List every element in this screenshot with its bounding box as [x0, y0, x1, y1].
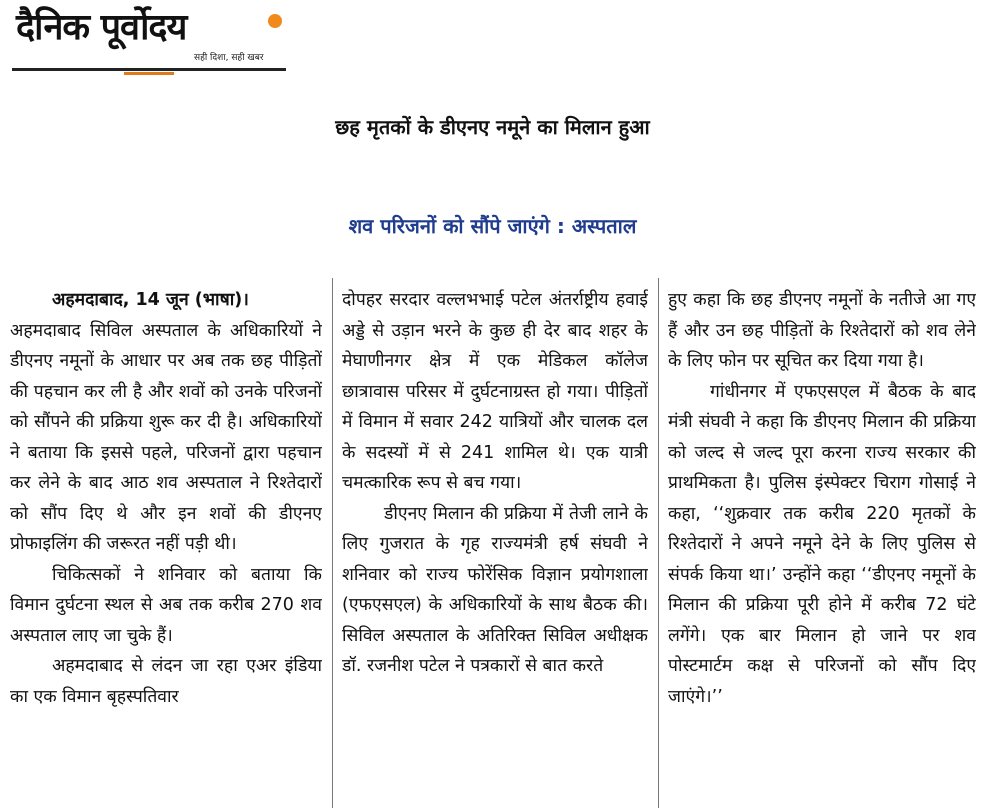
newspaper-logo: दैनिक पूर्वोदय — [16, 7, 187, 48]
article-paragraph: दोपहर सरदार वल्लभभाई पटेल अंतर्राष्ट्रीय हवाई अड्डे से उड़ान भरने के कुछ ही देर बाद शहर के मेघाणीनगर क्षेत्र में एक मेडिकल कॉलेज छात्रावास परिसर में दुर्घटनाग्रस्त हो गया। पीड़ितों में विमान में सवार 242 यात्रियों और चालक दल के सदस्यों में से 241 शामिल थे। एक यात्री चमत्कारिक रूप से बच गया। — [342, 290, 648, 493]
article-column-1 — [10, 285, 322, 811]
column-divider — [332, 278, 333, 808]
headline-main: छह मृतकों के डीएनए नमूने का मिलान हुआ — [335, 115, 650, 139]
masthead-accent-bar — [124, 72, 174, 75]
article-paragraph: अहमदाबाद सिविल अस्पताल के अधिकारियों ने डीएनए नमूनों के आधार पर अब तक छह पीड़ितों की पहचान कर ली है और शवों को उनके परिजनों को सौंपने की प्रक्रिया शुरू कर दी है। अधिकारियों ने बताया कि इससे पहले, परिजनों द्वारा पहचान कर लेने के बाद आठ शव अस्पताल ने रिश्तेदारों को सौंप दिए थे और इन शवों की डीएनए प्रोफाइलिंग की जरूरत नहीं पड़ी थी। — [10, 320, 322, 554]
article-paragraph: गांधीनगर में एफएसएल में बैठक के बाद मंत्री संघवी ने कहा कि डीएनए मिलान की प्रक्रिया को जल्द से जल्द पूरा करना राज्य सरकार की प्राथमिकता है। पुलिस इंस्पेक्टर चिराग गोसाई ने कहा, ‘‘शुक्रवार तक करीब 220 मृतकों के रिश्तेदारों ने अपने नमूने देने के लिए पुलिस से संपर्क किया था।’ उन्होंने कहा ‘‘डीएनए नमूनों के मिलान की प्रक्रिया पूरी होने में करीब 72 घंटे लगेंगे। एक बार मिलान हो जाने पर शव पोस्टमार्टम कक्ष से परिजनों को सौंप दिए जाएंगे।’’ — [668, 381, 976, 707]
masthead-divider — [12, 68, 286, 71]
masthead — [12, 6, 292, 72]
headline-sub: शव परिजनों को सौंपे जाएंगे : अस्पताल — [348, 214, 637, 238]
article-dateline — [10, 285, 322, 316]
article-column-2 — [342, 285, 648, 811]
article-paragraph: अहमदाबाद से लंदन जा रहा एअर इंडिया का एक विमान बृहस्पतिवार — [10, 656, 322, 707]
article-column-3 — [668, 285, 976, 811]
dateline: अहमदाबाद, 14 जून (भाषा)। — [52, 290, 249, 310]
logo-tagline: सही दिशा, सही खबर — [194, 53, 264, 63]
article-paragraph: हुए कहा कि छह डीएनए नमूनों के नतीजे आ गए हैं और उन छह पीड़ितों के रिश्तेदारों को शव लेने के लिए फोन पर सूचित कर दिया गया है। — [668, 290, 976, 371]
article-paragraph: डीएनए मिलान की प्रक्रिया में तेजी लाने के लिए गुजरात के गृह राज्यमंत्री हर्ष संघवी ने शनिवार को राज्य फोरेंसिक विज्ञान प्रयोगशाला (एफएसएल) के अधिकारियों के साथ बैठक की। सिविल अस्पताल के अतिरिक्त सिविल अधीक्षक डॉ. रजनीश पटेल ने पत्रकारों से बात करते — [342, 503, 648, 676]
column-divider — [658, 278, 659, 808]
article-paragraph: चिकित्सकों ने शनिवार को बताया कि विमान दुर्घटना स्थल से अब तक करीब 270 शव अस्पताल लाए जा चुके हैं। — [10, 564, 322, 646]
logo-dot-icon — [268, 14, 282, 28]
